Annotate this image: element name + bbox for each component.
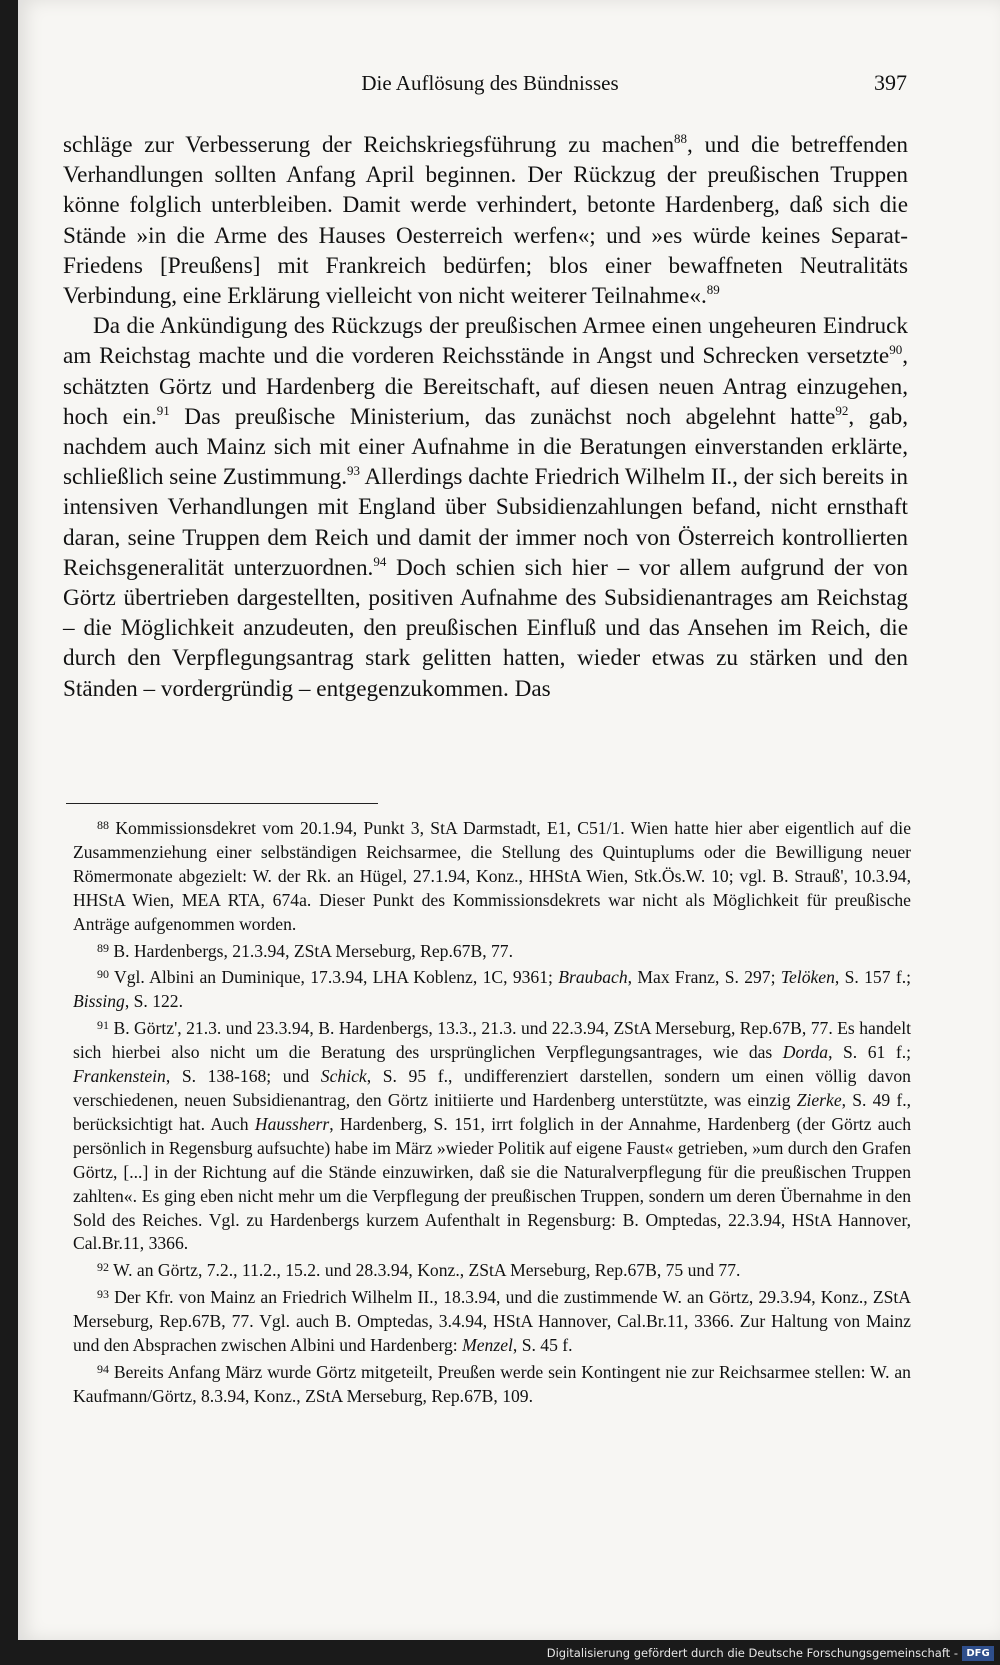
author-name: Schick (320, 1066, 367, 1087)
footnote-88 (73, 814, 911, 937)
dfg-logo-icon: DFG (962, 1646, 994, 1661)
footnote-text: , Hardenberg, S. 151, irrt folglich in der Annahme, Hardenberg (der Görtz auch persönlich in Regensburg aufsuchte) habe im März »wieder Politik auf eigene Faust« getrieben, »um durch den Grafen Görtz, [...] in der Richtung auf die Stände einzuwirken, daß sie die Naturalverpflegung für die preußischen Truppen zahlten«. Es ging eben nicht mehr um die Verpflegung der preußischen Truppen, sondern um deren Übernahme in den Sold des Reiches. Vgl. zu Hardenbergs kurzem Aufenthalt in Regensburg: B. Omptedas, 22.3.94, HStA Hannover, Cal.Br.11, 3366. (73, 1113, 911, 1254)
footnote-text: W. an Görtz, 7.2., 11.2., 15.2. und 28.3.94, Konz., ZStA Merseburg, Rep.67B, 75 und 77. (113, 1260, 741, 1281)
footnote-text: B. Hardenbergs, 21.3.94, ZStA Merseburg, Rep.67B, 77. (113, 940, 513, 961)
footnote-number: 92 (97, 1260, 109, 1275)
paragraph (63, 311, 908, 704)
text-run: Doch schien sich hier – vor allem aufgrund der von Görtz übertrieben dargestellten, positiven Aufnahme des Subsidienantrages am Reichstag – die Möglichkeit anzudeuten, den preußischen Einfluß und das Ansehen im Reich, die durch den Verpflegungsantrag stark gelitten hatten, wieder etwas zu stärken und den Ständen – vordergründig – entgegenzukommen. Das (63, 554, 908, 702)
footnote-text: Vgl. Albini an Duminique, 17.3.94, LHA Koblenz, 1C, 9361; (114, 967, 559, 988)
footnote-ref: 93 (347, 463, 361, 479)
footnote-90 (73, 963, 911, 1014)
main-text (63, 130, 908, 704)
page-number: 397 (874, 70, 907, 95)
footnote-number: 89 (97, 940, 109, 955)
footnote-text: Kommissionsdekret vom 20.1.94, Punkt 3, StA Darmstadt, E1, C51/1. Wien hatte hier aber eigentlich auf die Zusammenziehung einer selbständigen Reichsarmee, die Stellung des Quintuplums oder die Bewilligung neuer Römermonate abgezielt: W. der Rk. an Hügel, 27.1.94, Konz., HHStA Wien, Stk.Ös.W. 10; vgl. B. Strauß', 10.3.94, HHStA Wien, MEA RTA, 674a. Dieser Punkt des Kommissionsdekrets war nicht als Möglichkeit für preußische Anträge aufgenommen worden. (73, 818, 911, 934)
footnote-91 (73, 1014, 911, 1256)
footnote-number: 90 (97, 967, 109, 982)
digitization-footer (0, 1643, 1000, 1665)
author-name: Dorda (782, 1042, 829, 1063)
footnote-ref: 90 (889, 342, 903, 358)
author-name: Haussherr (254, 1113, 330, 1134)
footnote-93 (73, 1283, 911, 1358)
text-run: Da die Ankündigung des Rückzugs der preußischen Armee einen ungeheuren Eindruck am Reichstag machte und die vorderen Reichsstände in Angst und Schrecken versetzte (63, 313, 908, 370)
running-head (73, 68, 907, 102)
text-run: , und die betreffenden Verhandlungen sollten Anfang April beginnen. Der Rückzug der preußischen Truppen könne folglich unterbleiben. Damit werde verhindert, betonte Hardenberg, daß sich die Stände »in die Arme des Hauses Oesterreich werfen«; und »es würde keines Separat-Friedens [Preußens] mit Frankreich bedürfen; blos einer bewaffneten Neutralitäts Verbindung, eine Erklärung vielleicht von nicht weiterer Teilnahme«. (63, 132, 908, 310)
footnote-text: B. Görtz', 21.3. und 23.3.94, B. Hardenbergs, 13.3., 21.3. und 22.3.94, ZStA Merseburg, Rep.67B, 77. Es handelt sich hierbei also nicht um die Beratung des ursprünglichen Verpflegungsantrages, wie das (73, 1018, 912, 1063)
footnote-ref: 94 (373, 553, 387, 569)
footnote-ref: 92 (835, 402, 849, 418)
footnote-text: Bereits Anfang März wurde Görtz mitgeteilt, Preußen werde sein Kontingent nie zur Reichsarmee stellen: W. an Kaufmann/Görtz, 8.3.94, Konz., ZStA Merseburg, Rep.67B, 109. (73, 1361, 911, 1406)
author-name: Bissing (73, 991, 125, 1012)
author-name: Zierke (796, 1089, 842, 1110)
running-title: Die Auflösung des Bündnisses (361, 71, 619, 95)
footnote-number: 94 (97, 1361, 109, 1376)
footnote-number: 93 (97, 1287, 109, 1302)
text-run: schläge zur Verbesserung der Reichskriegsführung zu machen (63, 132, 675, 158)
footnote-text: , S. 95 f., undifferenziert darstellen, sondern um einen völlig davon verschiedenen, neuen Subsidienantrag, den Görtz initiierte und Hardenberg unterstützte, was einzig (73, 1066, 911, 1110)
footnote-ref: 91 (156, 402, 170, 418)
text-run: , gab, nachdem auch Mainz sich mit einer Aufnahme in die Beratungen einverstanden erklärte, schließlich seine Zustimmung. (63, 403, 908, 491)
footnote-number: 88 (97, 818, 109, 832)
author-name: Braubach (558, 967, 628, 988)
footnote-text: , S. 157 f.; (834, 967, 911, 988)
footnote-text: , S. 122. (124, 991, 183, 1012)
text-run: Allerdings dachte Friedrich Wilhelm II., der sich bereits in intensiven Verhandlungen mit England über Subsidienzahlungen befand, nicht ernsthaft daran, seine Truppen dem Reich und damit der immer noch von Österreich kontrollierten Reichsgeneralität unterzuordnen. (63, 464, 909, 581)
text-run: , schätzten Görtz und Hardenberg die Bereitschaft, auf diesen neuen Antrag einzugehen, hoch ein. (63, 343, 908, 430)
author-name: Frankenstein (73, 1066, 166, 1087)
footnote-divider (66, 803, 378, 804)
footnote-text: Der Kfr. von Mainz an Friedrich Wilhelm II., 18.3.94, und die zustimmende W. an Görtz, 29.3.94, Konz., ZStA Merseburg, Rep.67B, 77. Vgl. auch B. Omptedas, 3.4.94, HStA Hannover, Cal.Br.11, 3366. Zur Haltung von Mainz und den Absprachen zwischen Albini und Hardenberg: (73, 1287, 911, 1356)
footnote-ref: 89 (706, 282, 720, 298)
footnote-number: 91 (97, 1018, 109, 1033)
author-name: Telöken (780, 967, 835, 988)
footnote-text: , Max Franz, S. 297; (627, 967, 781, 988)
digitization-credit: Digitalisierung gefördert durch die Deutsche Forschungsgemeinschaft - (546, 1646, 958, 1660)
text-run: Das preußische Ministerium, das zunächst noch abgelehnt hatte (169, 403, 836, 430)
footnote-92 (73, 1256, 911, 1283)
book-page (18, 0, 1000, 1640)
footnotes (73, 814, 911, 1409)
footnote-text: , S. 138-168; und (165, 1066, 321, 1087)
footnote-94 (73, 1358, 911, 1409)
footnote-ref: 88 (674, 131, 688, 146)
footnote-text: , S. 61 f.; (828, 1042, 911, 1063)
footnote-text: , S. 45 f. (512, 1335, 573, 1356)
paragraph (63, 130, 908, 311)
footnote-89 (73, 937, 911, 964)
author-name: Menzel (462, 1335, 513, 1356)
footnote-text: , S. 49 f., berücksichtigt hat. Auch (73, 1089, 912, 1134)
